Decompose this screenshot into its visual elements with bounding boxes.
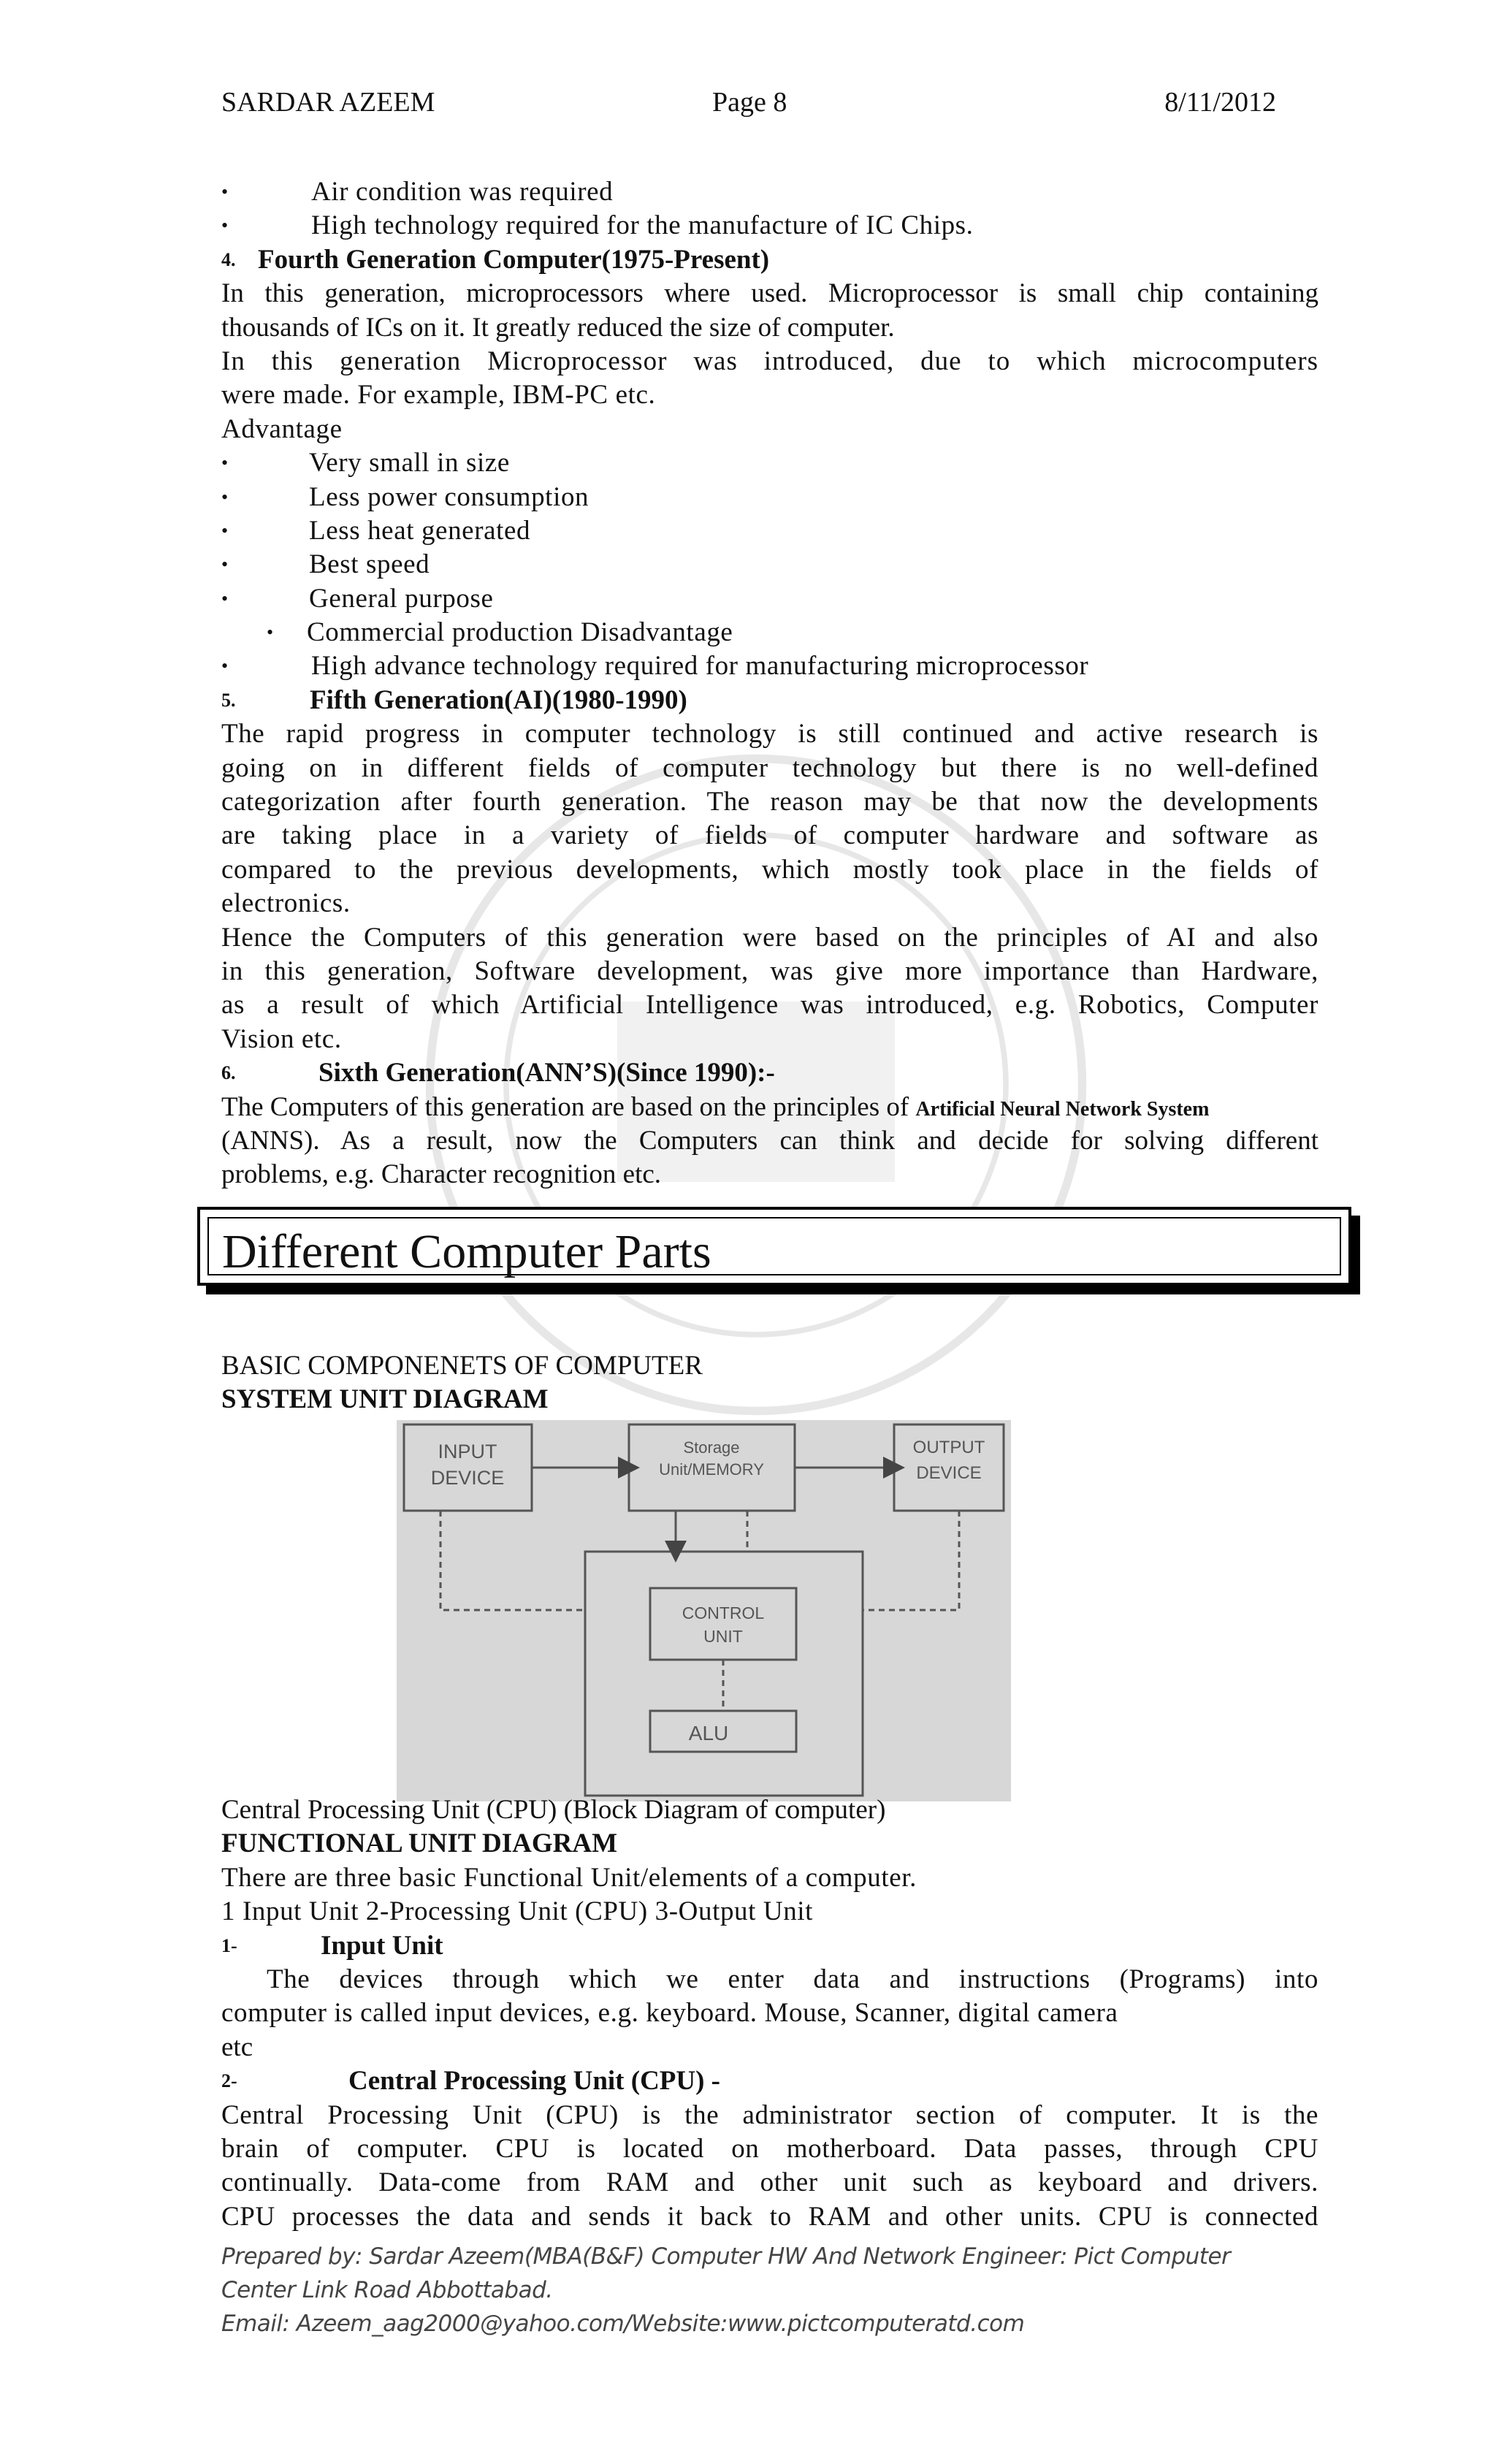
paragraph-line: as a result of which Artificial Intelligence was introduced, e.g. Robotics, Computer — [221, 990, 1318, 1021]
bullet-text: Commercial production Disadvantage — [307, 617, 733, 648]
heading-title: Central Processing Unit (CPU) - — [348, 2066, 721, 2097]
alu-label: ALU — [688, 1722, 729, 1744]
bullet-text: High advance technology required for manufacturing microprocessor — [311, 651, 1089, 682]
document-body-bottom — [221, 1793, 1318, 2234]
system-unit-label: SYSTEM UNIT DIAGRAM — [221, 1384, 549, 1415]
bullet-item — [221, 616, 1318, 649]
system-unit-diagram — [397, 1420, 1011, 1801]
bullet-item — [221, 175, 1318, 209]
section-heading-gen6 — [221, 1056, 1318, 1090]
paragraph-line: The devices through which we enter data and instructions (Programs) into — [267, 1964, 1318, 1994]
heading-title: Fourth Generation Computer(1975-Present) — [258, 244, 770, 275]
paragraph-line: going on in different fields of computer technology but there is no well-defined — [221, 752, 1318, 783]
paragraph-line: thousands of ICs on it. It greatly reduced the size of computer. — [221, 312, 895, 343]
paragraph-line: In this generation, microprocessors where used. Microprocessor is small chip containing — [221, 278, 1318, 309]
section-heading-gen4 — [221, 243, 1318, 277]
heading-number: 4. — [221, 248, 236, 270]
paragraph-line: There are three basic Functional Unit/elements of a computer. — [221, 1862, 917, 1893]
bullet-icon: • — [221, 587, 229, 609]
input-device-label-1: INPUT — [438, 1441, 497, 1462]
heading-number: 6. — [221, 1062, 236, 1084]
output-device-label-1: OUTPUT — [912, 1438, 985, 1457]
bullet-item — [221, 209, 1318, 243]
paragraph-line: 1 Input Unit 2-Processing Unit (CPU) 3-Output Unit — [221, 1896, 814, 1927]
diagram-caption: Central Processing Unit (CPU) (Block Diagram of computer) — [221, 1795, 886, 1825]
output-cpu-dashed — [863, 1511, 959, 1610]
paragraph-line: continually. Data-come from RAM and other unit such as keyboard and drivers. — [221, 2167, 1318, 2198]
diagram-canvas — [397, 1420, 1011, 1801]
bullet-icon: • — [221, 655, 229, 677]
bullet-text: High technology required for the manufacture of IC Chips. — [311, 210, 974, 241]
bullet-item — [221, 582, 1318, 616]
section-heading-gen5 — [221, 684, 1318, 717]
output-device-label-2: DEVICE — [916, 1463, 982, 1483]
footer-line-2: Center Link Road Abbottabad. — [221, 2277, 553, 2303]
bullet-text: Less power consumption — [309, 481, 589, 512]
paragraph-line: compared to the previous developments, which mostly took place in the fields of — [221, 854, 1318, 885]
bullet-text: Less heat generated — [309, 515, 531, 546]
page-footer — [221, 2240, 1317, 2341]
heading-number: 5. — [221, 689, 236, 711]
bullet-icon: • — [221, 215, 229, 237]
heading-title: Sixth Generation(ANN’S)(Since 1990):- — [318, 1058, 775, 1088]
heading-number: 2- — [221, 2070, 237, 2092]
bullet-icon: • — [221, 181, 229, 202]
paragraph-line: are taking place in a variety of fields of computer hardware and software as — [221, 820, 1318, 851]
bullet-item — [221, 548, 1318, 581]
section-title-box — [197, 1207, 1351, 1286]
bullet-icon: • — [221, 452, 229, 474]
paragraph-line: etc — [221, 2032, 253, 2062]
title-box-frame — [197, 1207, 1351, 1286]
bullet-icon: • — [267, 622, 274, 644]
paragraph-line: Central Processing Unit (CPU) is the administrator section of computer. It is the — [221, 2099, 1318, 2130]
input-device-label-2: DEVICE — [430, 1467, 505, 1489]
page-header — [221, 86, 1276, 123]
section-heading-input-unit — [221, 1929, 1318, 1963]
section-heading-cpu — [221, 2064, 1318, 2098]
paragraph-line: CPU processes the data and sends it back to RAM and other units. CPU is connected — [221, 2201, 1318, 2232]
basic-components-label: BASIC COMPONENETS OF COMPUTER — [221, 1351, 703, 1381]
paragraph-text: The Computers of this generation are based on the principles of — [221, 1091, 916, 1122]
paragraph-line: electronics. — [221, 888, 351, 919]
input-cpu-dashed — [440, 1511, 585, 1610]
functional-unit-label: FUNCTIONAL UNIT DIAGRAM — [221, 1828, 618, 1859]
bullet-text: General purpose — [309, 583, 494, 614]
footer-line-3: Email: Azeem_aag2000@yahoo.com/Website:www.pictcomputeratd.com — [221, 2311, 1025, 2337]
paragraph-line: Hence the Computers of this generation were based on the principles of AI and also — [221, 922, 1318, 953]
heading-title: Fifth Generation(AI)(1980-1990) — [310, 684, 687, 715]
document-body-lower — [221, 1349, 1318, 1417]
control-unit-box — [650, 1588, 796, 1660]
bullet-text: Air condition was required — [311, 177, 614, 207]
bullet-text: Best speed — [309, 549, 430, 580]
bullet-item — [221, 649, 1318, 683]
advantage-label: Advantage — [221, 413, 343, 444]
paragraph-line — [221, 1091, 1318, 1124]
paragraph-emphasis: Artificial Neural Network System — [915, 1097, 1210, 1121]
paragraph-line: (ANNS). As a result, now the Computers can think and decide for solving different — [221, 1125, 1318, 1156]
paragraph-line: brain of computer. CPU is located on motherboard. Data passes, through CPU — [221, 2133, 1318, 2164]
paragraph-line: computer is called input devices, e.g. keyboard. Mouse, Scanner, digital camera — [221, 1998, 1118, 2029]
storage-label-2: Unit/MEMORY — [659, 1460, 764, 1479]
bullet-item — [221, 446, 1318, 480]
bullet-icon: • — [221, 554, 229, 576]
bullet-item — [221, 514, 1318, 548]
control-unit-label-2: UNIT — [703, 1627, 743, 1646]
control-unit-label-1: CONTROL — [682, 1603, 765, 1622]
paragraph-line: problems, e.g. Character recognition etc. — [221, 1159, 662, 1190]
heading-number: 1- — [221, 1934, 237, 1956]
paragraph-line: categorization after fourth generation. The reason may be that now the developments — [221, 787, 1318, 817]
header-page-number: Page 8 — [712, 87, 787, 118]
section-title: Different Computer Parts — [222, 1225, 711, 1278]
bullet-text: Very small in size — [309, 448, 510, 478]
paragraph-line: Vision etc. — [221, 1023, 342, 1054]
paragraph-line: were made. For example, IBM-PC etc. — [221, 380, 656, 411]
bullet-item — [221, 481, 1318, 514]
paragraph-line: In this generation Microprocessor was introduced, due to which microcomputers — [221, 346, 1318, 376]
header-author: SARDAR AZEEM — [221, 87, 435, 118]
heading-title: Input Unit — [321, 1930, 443, 1961]
header-date: 8/11/2012 — [1164, 87, 1276, 118]
document-body — [221, 175, 1318, 1192]
paragraph-line: in this generation, Software development, was give more importance than Hardware, — [221, 956, 1318, 986]
storage-label-1: Storage — [683, 1438, 740, 1457]
footer-line-1: Prepared by: Sardar Azeem(MBA(B&F) Computer HW And Network Engineer: Pict Computer — [221, 2243, 1231, 2270]
paragraph-line: The rapid progress in computer technology is still continued and active research is — [221, 719, 1318, 750]
bullet-icon: • — [221, 519, 229, 541]
bullet-icon: • — [221, 486, 229, 508]
